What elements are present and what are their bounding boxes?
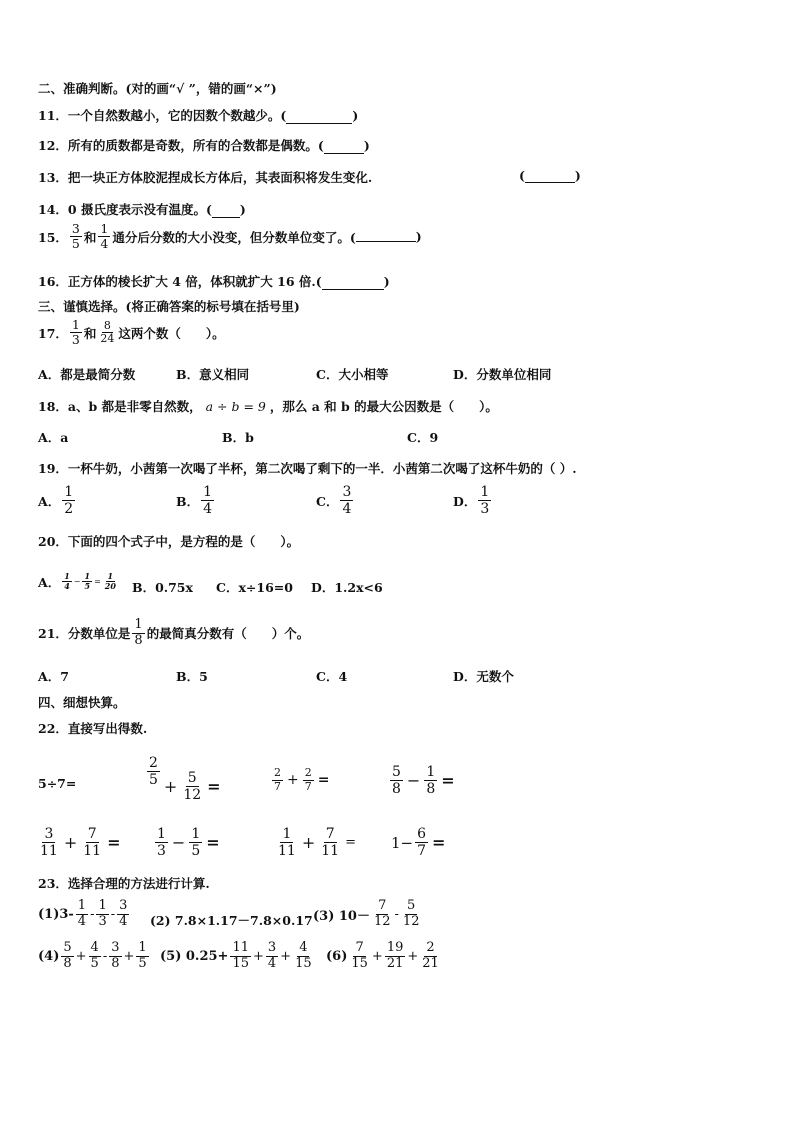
section-2-title: 二、准确判断。(对的画“√ ”，错的画“×”): [38, 81, 277, 96]
close-paren: ): [352, 108, 359, 123]
option-b[interactable]: B．意义相同: [176, 367, 250, 382]
fraction: $\frac{1}{20}$: [104, 571, 116, 592]
close-paren: ): [415, 229, 422, 245]
question-text: a、b 都是非零自然数，: [67, 399, 202, 414]
question-12: [38, 136, 370, 154]
question-16: [38, 272, 390, 290]
question-text: 一杯牛奶，小茜第一次喝了半杯，第二次喝了剩下的一半．小茜第二次喝了这杯牛奶的（ ）.: [67, 461, 577, 476]
question-number: 12．: [38, 138, 68, 153]
expression-4: $\frac{5}{8}$ − $\frac{1}{8}$ =: [392, 764, 455, 798]
question-number: 16．: [38, 274, 68, 289]
answer-blank[interactable]: [324, 143, 364, 154]
question-text: 下面的四个式子中，是方程的是（ ）。: [67, 534, 300, 549]
answer-blank[interactable]: [286, 113, 352, 124]
question-15: [38, 222, 422, 252]
question-13-answer: [519, 168, 581, 183]
question-number: 23．: [38, 876, 68, 891]
option-d[interactable]: D． $\frac{1}{3}$: [453, 484, 490, 518]
question-13: [38, 168, 372, 186]
option-d[interactable]: D．1.2x<6: [311, 580, 383, 595]
fraction: $\frac{3}{5}$: [71, 221, 80, 252]
expression-3: $\frac{2}{7}$ + $\frac{2}{7}$ =: [274, 766, 330, 793]
question-number: 15．: [38, 229, 68, 245]
question-text: 把一块正方体胶泥捏成长方体后，其表面积将发生变化.: [67, 170, 373, 185]
expression-1: 5÷7=: [38, 776, 77, 791]
and-text: 和: [83, 325, 97, 341]
question-text: 正方体的棱长扩大 4 倍，体积就扩大 16 倍.(: [67, 274, 322, 289]
question-17: [38, 318, 225, 348]
section-3-title: 三、谨慎选择。(将正确答案的标号填在括号里): [38, 299, 300, 314]
question-number: 11．: [38, 108, 68, 123]
fraction: $\frac{1}{3}$: [71, 317, 80, 348]
option-a[interactable]: A．都是最简分数: [38, 367, 136, 382]
question-number: 20．: [38, 534, 68, 549]
expression-2: $\frac{2}{5}$ + $\frac{5}{12}$ =: [149, 755, 221, 804]
question-14: [38, 200, 246, 218]
question-number: 22．: [38, 721, 68, 736]
question-text: 分数单位是: [67, 626, 131, 642]
answer-blank[interactable]: [212, 207, 240, 218]
calc-problem-2: (2) 7.8×1.17－7.8×0.17: [150, 913, 313, 928]
calc-problem-6: (6) $\frac{7}{15}$ + $\frac{19}{21}$ + $\frac{2}{21}$: [326, 940, 439, 971]
option-c[interactable]: C．x÷16=0: [216, 580, 293, 595]
question-text: ，那么 a 和 b 的最大公因数是（ ）。: [269, 399, 498, 414]
option-b[interactable]: B．5: [176, 669, 208, 684]
fraction: $\frac{1}{5}$: [84, 571, 91, 592]
question-text: 0 摄氏度表示没有温度。(: [67, 202, 212, 217]
and-text: 和: [83, 229, 97, 245]
question-number: 17．: [38, 325, 68, 341]
question-text: 一个自然数越小，它的因数个数越少。(: [67, 108, 287, 123]
section-4-title: 四、细想快算。: [38, 695, 126, 710]
question-number: 14．: [38, 202, 68, 217]
fraction: $\frac{8}{24}$: [100, 318, 115, 346]
question-22: [38, 719, 147, 737]
question-text: 的最简真分数有（ ）个。: [146, 626, 310, 642]
close-paren: ): [239, 202, 246, 217]
question-text: 这两个数（ ）。: [118, 325, 225, 341]
calc-problem-3: (3) 10－ $\frac{7}{12}$ - $\frac{5}{12}$: [313, 898, 420, 929]
expression-6: $\frac{1}{3}$ − $\frac{1}{5}$ =: [157, 826, 220, 860]
open-paren: (: [519, 168, 525, 183]
question-20: [38, 532, 299, 550]
question-23: [38, 874, 210, 892]
answer-blank[interactable]: [525, 172, 575, 183]
question-text: 直接写出得数.: [67, 721, 148, 736]
option-b[interactable]: B．0.75x: [132, 580, 193, 595]
fraction: $\frac{1}{8}$: [134, 617, 143, 648]
question-text: 所有的质数都是奇数，所有的合数都是偶数。(: [67, 138, 324, 153]
expression-7: $\frac{1}{11}$ + $\frac{7}{11}$ =: [278, 826, 356, 860]
fraction: $\frac{1}{4}$: [64, 571, 70, 592]
expression-8: 1− $\frac{6}{7}$ =: [391, 826, 446, 860]
answer-blank[interactable]: [356, 231, 416, 242]
option-c[interactable]: C． $\frac{3}{4}$: [316, 484, 352, 518]
fraction: $\frac{1}{2}$: [64, 484, 74, 518]
option-a[interactable]: A． $\frac{1}{2}$: [38, 484, 74, 518]
option-c[interactable]: C．9: [407, 430, 439, 445]
question-number: 19．: [38, 461, 68, 476]
fraction: $\frac{1}{4}$: [100, 221, 109, 252]
fraction: $\frac{3}{4}$: [342, 484, 352, 518]
option-c[interactable]: C．4: [316, 669, 348, 684]
close-paren: ): [574, 168, 581, 183]
calc-problem-1: (1)3- $\frac{1}{4}$ - $\frac{1}{3}$ - $\frac{3}{4}$: [38, 898, 128, 929]
option-b[interactable]: B．b: [222, 430, 254, 445]
question-number: 18．: [38, 399, 68, 414]
question-number: 13．: [38, 170, 68, 185]
equation: a ÷ b = 9: [205, 399, 266, 414]
option-c[interactable]: C．大小相等: [316, 367, 389, 382]
fraction: $\frac{1}{4}$: [203, 484, 212, 518]
option-b[interactable]: B． $\frac{1}{4}$: [176, 484, 212, 518]
question-11: [38, 106, 358, 124]
answer-blank[interactable]: [322, 279, 384, 290]
option-a[interactable]: A． $\frac{1}{4}$ − $\frac{1}{5}$ = $\frac{1}{20}$: [38, 571, 116, 592]
question-21: [38, 618, 309, 649]
option-d[interactable]: D．分数单位相同: [453, 367, 552, 382]
option-a[interactable]: A．a: [38, 430, 69, 445]
question-text: 选择合理的方法进行计算.: [67, 876, 210, 891]
calc-problem-5: (5) 0.25+ $\frac{11}{15}$ + $\frac{3}{4}$ + $\frac{4}{15}$: [160, 940, 312, 971]
option-a[interactable]: A．7: [38, 669, 69, 684]
option-d[interactable]: D．无数个: [453, 669, 514, 684]
question-19: [38, 459, 577, 477]
calc-problem-4: (4) $\frac{5}{8}$ + $\frac{4}{5}$ - $\frac{3}{8}$ + $\frac{1}{5}$: [38, 940, 147, 971]
question-text: 通分后分数的大小没变，但分数单位变了。(: [112, 229, 356, 245]
question-number: 21．: [38, 626, 68, 642]
close-paren: ): [383, 274, 390, 289]
question-18: [38, 397, 498, 415]
close-paren: ): [363, 138, 370, 153]
fraction: $\frac{1}{3}$: [480, 484, 490, 518]
expression-5: $\frac{3}{11}$ + $\frac{7}{11}$ =: [40, 826, 121, 860]
